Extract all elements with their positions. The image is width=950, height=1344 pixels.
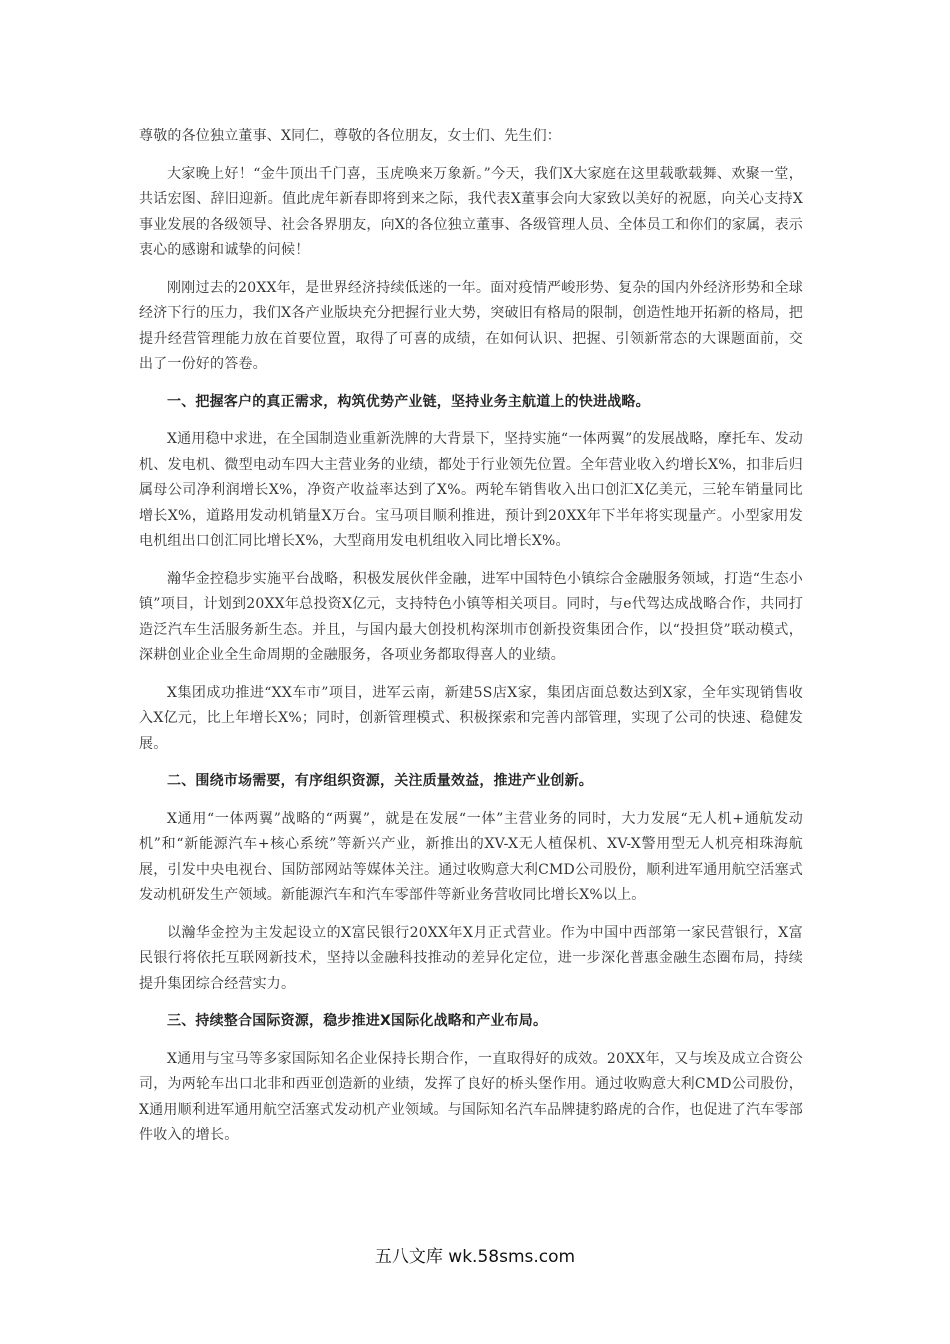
paragraph-opening: 大家晚上好！“金牛顶出千门喜，玉虎唤来万象新。”今天，我们X大家庭在这里载歌载舞、欢聚一堂，共话宏图、辞旧迎新。值此虎年新春即将到来之际，我代表X董事会向大家致以美好的祝愿，向关心支持X事业发展的各级领导、社会各界朋友，向X的各位独立董事、各级管理人员、全体员工和你们的家属，表示衷心的感谢和诚挚的问候！ <box>139 165 803 258</box>
section-3-paragraph: X通用与宝马等多家国际知名企业保持长期合作，一直取得好的成效。20XX年，又与埃及成立合资公司，为两轮车出口北非和西亚创造新的业绩，发挥了良好的桥头堡作用。通过收购意大利CMD公司股份，X通用顺利进军通用航空活塞式发动机产业领域。与国际知名汽车品牌捷豹路虎的合作，也促进了汽车零部件收入的增长。 <box>139 1050 803 1143</box>
section-2-heading: 二、围绕市场需要，有序组织资源，关注质量效益，推进产业创新。 <box>167 773 593 789</box>
section-1-paragraph: X集团成功推进“XX车市”项目，进军云南，新建5S店X家，集团店面总数达到X家，全年实现销售收入X亿元，比上年增长X%；同时，创新管理模式、积极探索和完善内部管理，实现了公司的快速、稳健发展。 <box>139 684 803 752</box>
document-body <box>139 124 803 1161</box>
section-1-paragraph: 瀚华金控稳步实施平台战略，积极发展伙伴金融，进军中国特色小镇综合金融服务领域，打造“生态小镇”项目，计划到20XX年总投资X亿元，支持特色小镇等相关项目。同时，与e代驾达成战略合作，共同打造泛汽车生活服务新生态。并且，与国内最大创投机构深圳市创新投资集团合作，以“投担贷”联动模式，深耕创业企业全生命周期的金融服务，各项业务都取得喜人的业绩。 <box>139 570 803 663</box>
section-1-heading: 一、把握客户的真正需求，构筑优势产业链，坚持业务主航道上的快进战略。 <box>167 393 650 410</box>
greeting-line: 尊敬的各位独立董事、X同仁，尊敬的各位朋友，女士们、先生们： <box>139 128 561 144</box>
section-2-paragraph: X通用“一体两翼”战略的“两翼”，就是在发展“一体”主营业务的同时，大力发展“无人机+通航发动机”和“新能源汽车+核心系统”等新兴产业，新推出的XV-X无人植保机、XV-X警用型无人机亮相珠海航展，引发中央电视台、国防部网站等媒体关注。通过收购意大利CMD公司股份，顺利进军通用航空活塞式发动机研发生产领域。新能源汽车和汽车零部件等新业务营收同比增长X%以上。 <box>139 810 803 903</box>
section-1-paragraph: X通用稳中求进，在全国制造业重新洗牌的大背景下，坚持实施“一体两翼”的发展战略，摩托车、发动机、发电机、微型电动车四大主营业务的业绩，都处于行业领先位置。全年营业收入约增长X%，扣非后归属母公司净利润增长X%，净资产收益率达到了X%。两轮车销售收入出口创汇X亿美元，三轮车销量同比增长X%，道路用发动机销量X万台。宝马项目顺利推进，预计到20XX年下半年将实现量产。小型家用发电机组出口创汇同比增长X%，大型商用发电机组收入同比增长X%。 <box>139 431 803 549</box>
section-2-paragraph: 以瀚华金控为主发起设立的X富民银行20XX年X月正式营业。作为中国中西部第一家民营银行，X富民银行将依托互联网新技术，坚持以金融科技推动的差异化定位，进一步深化普惠金融生态圈布局，持续提升集团综合经营实力。 <box>139 924 803 992</box>
paragraph-review: 刚刚过去的20XX年，是世界经济持续低迷的一年。面对疫情严峻形势、复杂的国内外经济形势和全球经济下行的压力，我们X各产业版块充分把握行业大势，突破旧有格局的限制，创造性地开拓新的格局，把提升经营管理能力放在首要位置，取得了可喜的成绩，在如何认识、把握、引领新常态的大课题面前，交出了一份好的答卷。 <box>139 279 803 372</box>
section-3-heading: 三、持续整合国际资源，稳步推进X国际化战略和产业布局。 <box>167 1013 548 1029</box>
footer-watermark: 五八文库 wk.58sms.com <box>374 1247 576 1267</box>
